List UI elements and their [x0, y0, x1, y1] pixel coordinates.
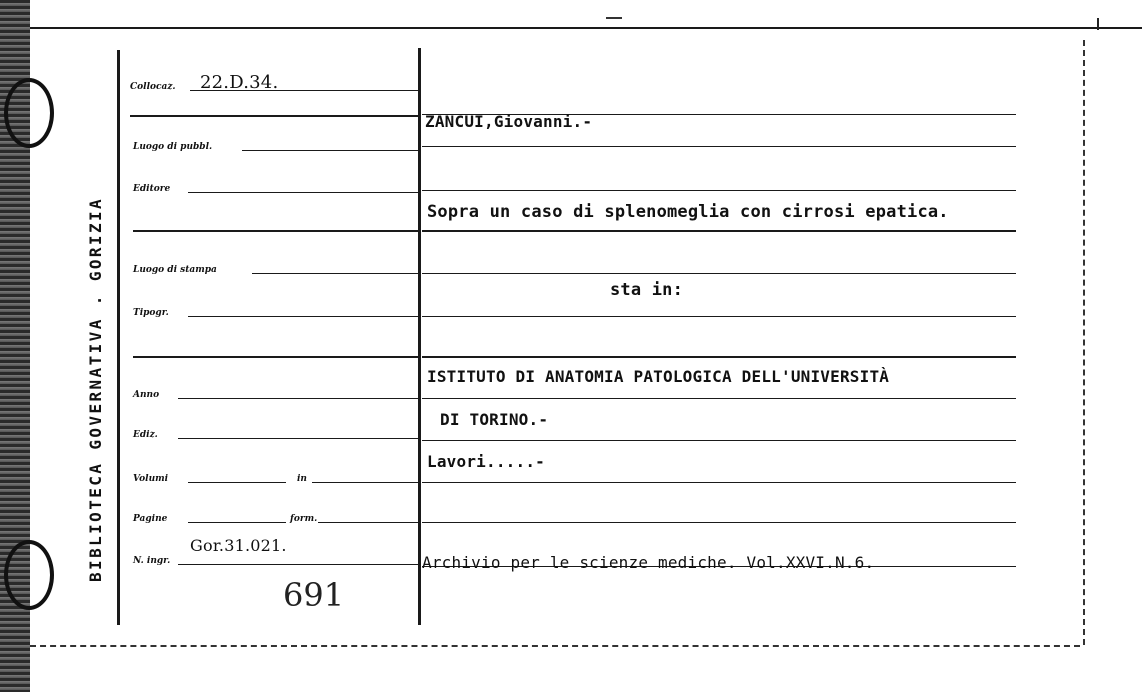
- collocazione-rule: [190, 90, 418, 91]
- section-rule-3: [133, 356, 418, 358]
- pagine-rule: [188, 522, 286, 523]
- right-edge-mark: [1097, 18, 1099, 30]
- editore-rule: [188, 192, 418, 193]
- collocazione-label: Collocaz.: [130, 82, 176, 92]
- n-ingr-value: Gor.31.021.: [190, 536, 287, 555]
- volumi-label: Volumi: [133, 474, 169, 484]
- binder-ring-bottom-icon: [4, 540, 54, 610]
- entry-in-label: sta in:: [610, 280, 684, 300]
- luogo-pubbl-rule: [242, 150, 418, 151]
- pagine-label: Pagine: [133, 514, 168, 524]
- anno-label: Anno: [133, 390, 160, 400]
- right-rule-4: [422, 230, 1016, 232]
- section-rule-2: [133, 230, 418, 232]
- card-right-border: [1083, 40, 1085, 645]
- collocazione-value: 22.D.34.: [200, 72, 279, 93]
- volumi-in-rule: [312, 482, 418, 483]
- n-ingr-rule: [178, 564, 418, 565]
- luogo-stampa-rule: [252, 273, 418, 274]
- right-rule-9: [422, 440, 1016, 441]
- left-column-rule: [117, 50, 120, 625]
- section-rule-1: [130, 115, 418, 117]
- card-bottom-border: [30, 645, 1080, 647]
- handwritten-number: 691: [283, 576, 345, 614]
- middle-column-rule: [418, 48, 421, 625]
- ediz-label: Ediz.: [133, 430, 158, 440]
- right-rule-10: [422, 482, 1016, 483]
- right-rule-5: [422, 273, 1016, 274]
- editore-label: Editore: [133, 184, 171, 194]
- binder-ring-top-icon: [4, 78, 54, 148]
- entry-title: Sopra un caso di splenomeglia con cirrosi epatica.: [427, 202, 949, 222]
- pagine-form-label: form.: [290, 514, 318, 524]
- entry-author: ZANCUI,Giovanni.-: [425, 112, 593, 131]
- ediz-rule: [178, 438, 418, 439]
- right-rule-11: [422, 522, 1016, 523]
- n-ingr-label: N. ingr.: [133, 556, 171, 566]
- right-rule-7: [422, 356, 1016, 358]
- volumi-rule: [188, 482, 286, 483]
- entry-publisher-line2: DI TORINO.-: [440, 410, 549, 429]
- right-rule-6: [422, 316, 1016, 317]
- entry-journal: Archivio per le scienze mediche. Vol.XXVI.N.6.: [422, 553, 875, 572]
- pagine-form-rule: [318, 522, 418, 523]
- luogo-pubbl-label: Luogo di pubbl.: [133, 142, 213, 152]
- entry-publisher-line1: ISTITUTO DI ANATOMIA PATOLOGICA DELL'UNIVERSITÀ: [427, 367, 890, 386]
- top-mark: [606, 17, 622, 19]
- right-rule-2: [422, 146, 1016, 147]
- library-stamp: BIBLIOTECA GOVERNATIVA . GORIZIA: [86, 196, 105, 582]
- right-rule-3: [422, 190, 1016, 191]
- entry-series: Lavori.....-: [427, 452, 545, 471]
- tipogr-label: Tipogr.: [133, 308, 169, 318]
- volumi-in-label: in: [297, 474, 307, 484]
- anno-rule: [178, 398, 418, 399]
- right-rule-8: [422, 398, 1016, 399]
- card-top-border: [30, 27, 1142, 29]
- tipogr-rule: [188, 316, 418, 317]
- luogo-stampa-label: Luogo di stampa: [133, 265, 217, 275]
